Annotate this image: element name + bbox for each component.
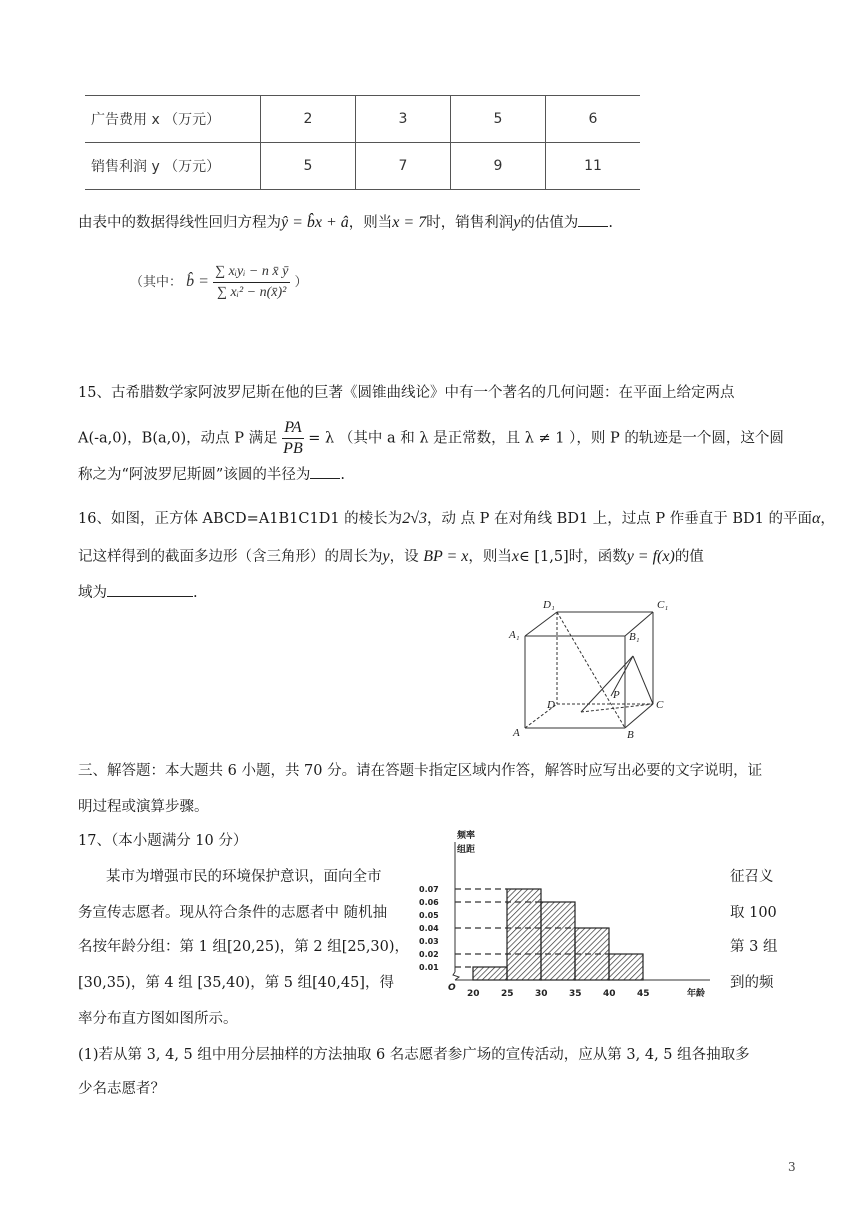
- edge-length: 2√3: [402, 510, 427, 527]
- table-cell: 5: [261, 143, 356, 190]
- answer-blank: [107, 582, 193, 597]
- y-axis-label-bottom: 组距: [457, 845, 476, 855]
- q17-left-4: [30,35)，第 4 组 [35,40)，第 5 组[40,45]，得: [78, 975, 394, 991]
- label-a1: A₁: [509, 629, 520, 641]
- q14-text-a: 由表中的数据得线性回归方程为: [78, 215, 281, 231]
- q17-sub1-a: (1)若从第 3, 4, 5 组中用分层抽样的方法抽取 6 名志愿者参广场的宣传活动，应从第 3, 4, 5 组各抽取多: [78, 1047, 750, 1063]
- y-tick-label: 0.04: [419, 924, 439, 933]
- y-tick-label: 0.05: [419, 911, 439, 920]
- q17-line5: 率分布直方图如图所示。: [78, 1011, 238, 1027]
- y-tick-label: 0.02: [419, 950, 439, 959]
- q15-line1: 15、古希腊数学家阿波罗尼斯在他的巨著《圆锥曲线论》中有一个著名的几何问题：在平面上给定两点: [78, 385, 735, 401]
- q15-line3: [78, 464, 345, 486]
- histogram-bar: [609, 954, 643, 980]
- q16-line2: [78, 546, 704, 568]
- histogram-bar: [473, 967, 507, 980]
- q17-right-3: 第 3 组: [730, 939, 778, 955]
- label-b: B: [627, 729, 634, 741]
- q16-y: y: [382, 548, 390, 565]
- ratio-fraction: [282, 418, 303, 459]
- q15-line2-a: A(-a,0)，B(a,0)，动点 P 满足: [78, 430, 278, 447]
- q16-line2-c: ，则当: [468, 549, 512, 565]
- q17-right-4: 到的频: [730, 975, 774, 991]
- answer-blank: [310, 464, 340, 479]
- label-a: A: [513, 727, 520, 739]
- label-d: D: [547, 699, 555, 711]
- x-tick-label: 45: [637, 989, 650, 999]
- q16-x: x: [511, 548, 519, 565]
- y-var: y: [513, 214, 521, 231]
- age-histogram: [415, 826, 715, 1004]
- x-tick-label: 25: [501, 989, 514, 999]
- q16-line3: [78, 582, 198, 604]
- q14-end: .: [608, 215, 613, 231]
- formula-fraction: [213, 262, 290, 303]
- q15-end: .: [340, 467, 345, 483]
- label-c: C: [656, 699, 664, 711]
- histogram-bar: [507, 889, 541, 980]
- section3-line1: 三、解答题：本大题共 6 小题，共 70 分。请在答题卡指定区域内作答，解答时应写出必要的文字说明，证: [78, 763, 763, 779]
- x-condition: x = 7: [392, 214, 427, 231]
- q16-line3-text: 域为: [78, 585, 107, 601]
- q17-sub1-b: 少名志愿者？: [78, 1081, 165, 1097]
- x-axis-label: 年龄: [687, 989, 706, 999]
- label-p: P: [613, 689, 620, 701]
- q16-line2-d: ∈ [1,5]时，函数: [518, 549, 627, 565]
- data-table: [85, 95, 640, 190]
- q16-line1-a: 16、如图，正方体 ABCD=A1B1C1D1 的棱长为: [78, 511, 403, 527]
- q15-line3-text: 称之为“阿波罗尼斯圆”该圆的半径为: [78, 467, 311, 483]
- q14-text-b: ，则当: [348, 215, 393, 231]
- q14-text-c: 时，销售利润: [426, 215, 514, 231]
- formula-numerator: ∑ xᵢyᵢ − n x̄ ȳ: [213, 262, 290, 283]
- y-axis-label-top: 频率: [457, 831, 476, 841]
- ratio-denominator: PB: [283, 440, 303, 457]
- q15-line2-b: = λ （其中 a 和 λ 是正常数，且 λ ≠ 1 ），则 P 的轨迹是一个圆，这个圆: [308, 430, 784, 447]
- x-tick-label: 40: [603, 989, 616, 999]
- y-tick-label: 0.07: [419, 885, 439, 894]
- q14-text: [78, 212, 613, 234]
- table-cell: 3: [356, 96, 451, 143]
- x-tick-label: 35: [569, 989, 582, 999]
- table-row: [85, 143, 640, 190]
- row-header-profit: 销售利润 y （万元）: [85, 143, 261, 190]
- q16-line2-b: ，设: [389, 549, 419, 565]
- histogram-bar: [575, 928, 609, 980]
- q17-right-2: 取 100: [730, 905, 777, 921]
- q17-right-1: 征召义: [730, 869, 774, 885]
- formula-denominator: ∑ xᵢ² − n(x̄)²: [217, 285, 287, 300]
- q16-end: .: [193, 585, 198, 601]
- formula-suffix: ）: [294, 275, 308, 290]
- q16-line1: [78, 508, 835, 530]
- q16-line1-c: ，: [820, 511, 835, 527]
- formula-b: b̂ =: [186, 273, 209, 290]
- y-tick-label: 0.03: [419, 937, 439, 946]
- table-cell: 5: [451, 96, 546, 143]
- bp-eq: BP = x: [423, 548, 469, 565]
- q15-line2: [78, 418, 784, 459]
- axis-break-icon: [453, 972, 459, 980]
- row-header-ad-cost: 广告费用 x （万元）: [85, 96, 261, 143]
- page-number: 3: [788, 1160, 796, 1174]
- q16-line2-a: 记这样得到的截面多边形（含三角形）的周长为: [78, 549, 383, 565]
- regression-equation: ŷ = b̂x + â: [281, 214, 349, 231]
- plane-alpha: α: [811, 510, 821, 527]
- section3-line2: 明过程或演算步骤。: [78, 799, 209, 815]
- label-d1: D₁: [543, 599, 555, 611]
- table-row: [85, 96, 640, 143]
- q16-line2-e: 的值: [674, 549, 704, 565]
- table-cell: 9: [451, 143, 546, 190]
- function-expr: y = f(x): [626, 548, 675, 565]
- table-cell: 2: [261, 96, 356, 143]
- origin-label: O: [448, 983, 456, 993]
- histogram-bar: [541, 902, 575, 980]
- x-tick-label: 30: [535, 989, 548, 999]
- formula-prefix: （其中：: [130, 275, 183, 290]
- y-tick-label: 0.06: [419, 898, 439, 907]
- regression-formula: [130, 262, 307, 303]
- q17-left-3: 名按年龄分组：第 1 组[20,25)，第 2 组[25,30)，: [78, 939, 410, 955]
- ratio-numerator: PA: [282, 418, 303, 439]
- table-cell: 11: [546, 143, 641, 190]
- q14-text-d: 的估值为: [520, 215, 579, 231]
- table-cell: 7: [356, 143, 451, 190]
- q17-left-1: 某市为增强市民的环境保护意识，面向全市: [106, 869, 382, 885]
- q16-line1-b: ，动 点 P 在对角线 BD1 上，过点 P 作垂直于 BD1 的平面: [426, 511, 812, 527]
- q17-title: 17、（本小题满分 10 分）: [78, 833, 248, 849]
- cube-figure: [505, 596, 680, 741]
- q17-left-2: 务宣传志愿者。现从符合条件的志愿者中 随机抽: [78, 905, 388, 921]
- label-c1: C₁: [657, 599, 669, 611]
- table-cell: 6: [546, 96, 641, 143]
- y-tick-label: 0.01: [419, 963, 439, 972]
- label-b1: B₁: [629, 631, 640, 643]
- x-tick-label: 20: [467, 989, 480, 999]
- answer-blank: [578, 212, 608, 227]
